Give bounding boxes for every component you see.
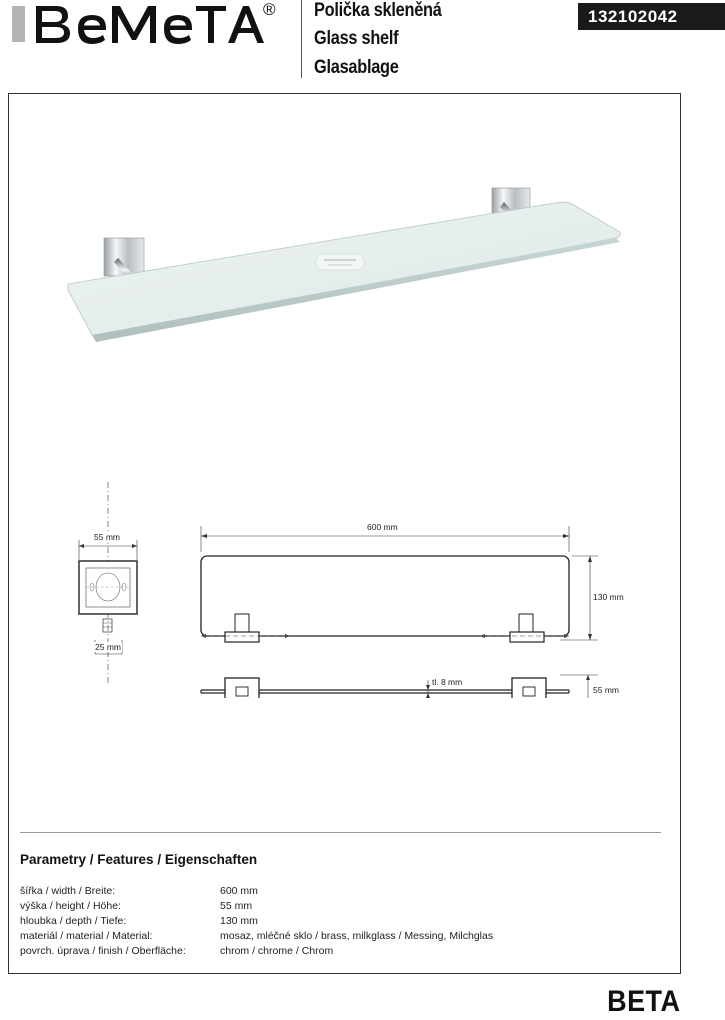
spec-row xyxy=(20,900,680,915)
product-code-badge: 132102042 xyxy=(578,3,725,30)
spec-row xyxy=(20,915,680,930)
registered-mark: ® xyxy=(263,0,276,19)
brand-logo xyxy=(12,0,292,50)
product-photo xyxy=(60,180,630,350)
glass-shelf-illustration xyxy=(60,180,630,350)
title-german: Glasablage xyxy=(314,57,399,78)
dim-top-height: 55 mm xyxy=(593,685,619,695)
spec-value-depth: 130 mm xyxy=(220,915,258,927)
spec-label-width: šířka / width / Breite: xyxy=(20,885,116,897)
title-english: Glass shelf xyxy=(314,28,399,49)
spec-heading: Parametry / Features / Eigenschaften xyxy=(20,852,258,867)
spec-row xyxy=(20,945,680,960)
brand-logo-mark xyxy=(12,0,292,50)
spec-label-height: výška / height / Höhe: xyxy=(20,900,121,912)
title-czech: Polička skleněná xyxy=(314,0,442,21)
dimension-drawing xyxy=(60,478,660,698)
dim-side-depth: 25 mm xyxy=(95,642,121,652)
technical-drawing xyxy=(60,478,660,698)
spec-row xyxy=(20,885,680,900)
dim-glass-thickness: tl. 8 mm xyxy=(432,677,463,687)
series-name: BETA xyxy=(606,985,680,1018)
header-divider xyxy=(301,0,302,78)
spec-row xyxy=(20,930,680,945)
spec-divider xyxy=(20,832,661,833)
spec-value-finish: chrom / chrome / Chrom xyxy=(220,945,334,957)
spec-label-material: materiál / material / Material: xyxy=(20,930,153,942)
spec-value-material: mosaz, mléčné sklo / brass, milkglass / Messing, Milchglas xyxy=(220,930,494,942)
spec-label-depth: hloubka / depth / Tiefe: xyxy=(20,915,127,927)
spec-value-width: 600 mm xyxy=(220,885,258,897)
dim-front-depth: 130 mm xyxy=(593,592,624,602)
spec-value-height: 55 mm xyxy=(220,900,253,912)
dim-front-width: 600 mm xyxy=(367,522,398,532)
spec-label-finish: povrch. úprava / finish / Oberfläche: xyxy=(20,945,186,957)
dim-side-width: 55 mm xyxy=(94,532,120,542)
